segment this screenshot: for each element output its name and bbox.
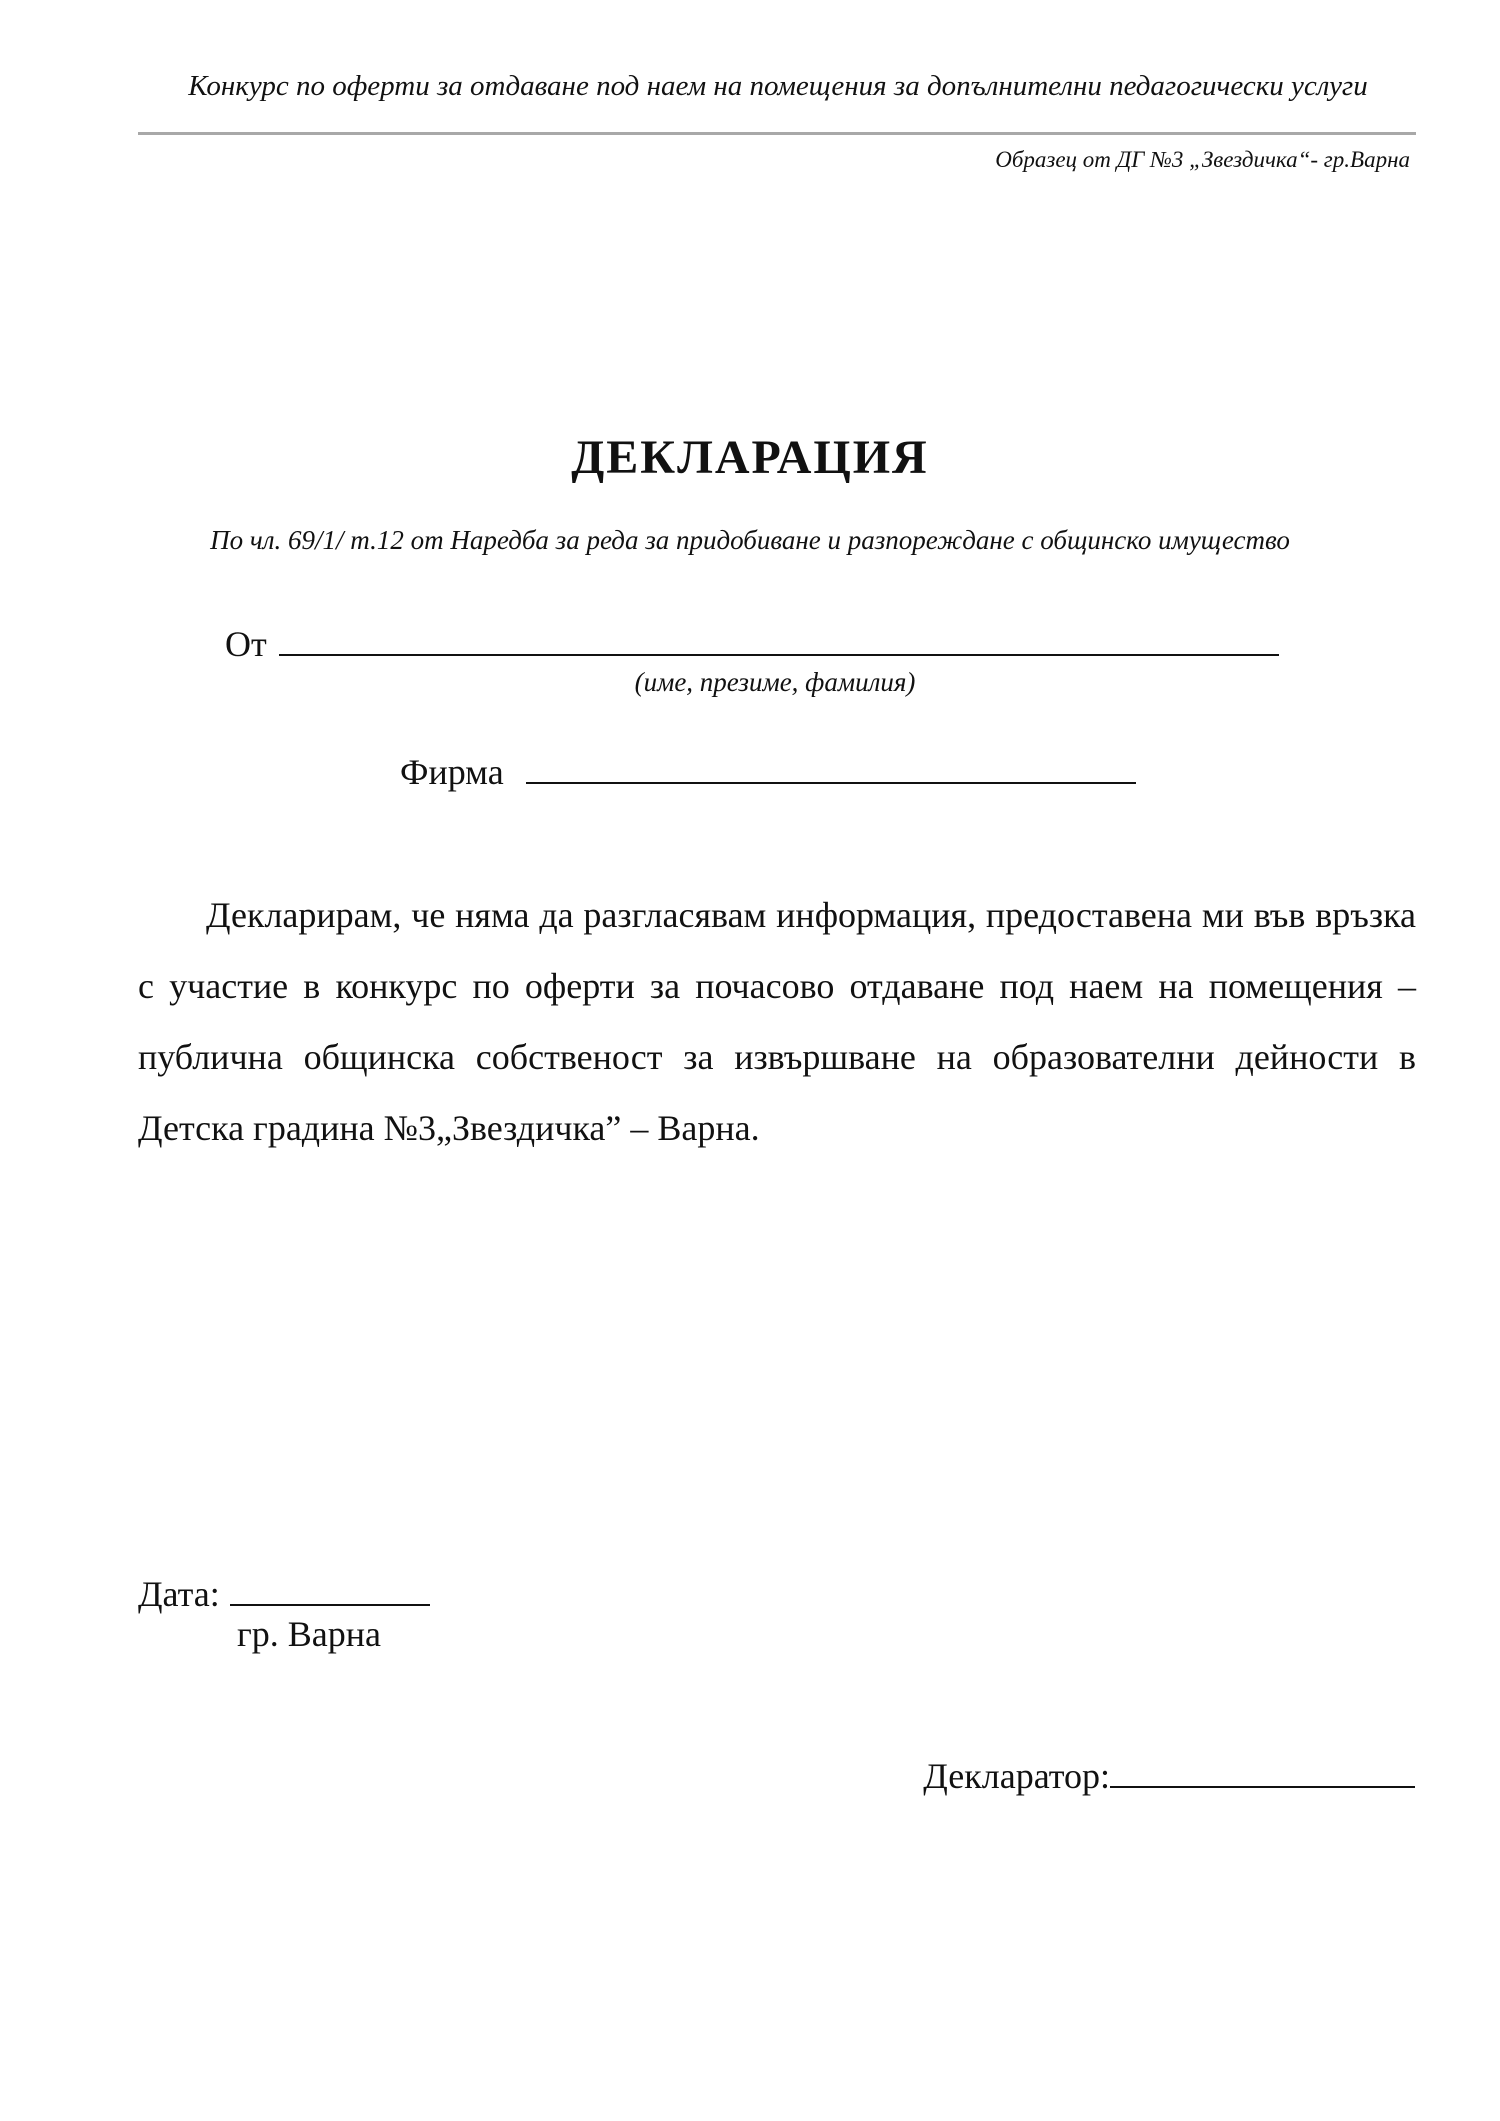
- declaration-paragraph: Декларирам, че няма да разгласявам информация, предоставена ми във връзка с участие в конкурс по оферти за почасово отдаване под наем на помещения – публична общинска собственост за извършване на образователни дейности в Детска градина №3„Звездичка” – Варна.: [138, 895, 1416, 1148]
- declarator-signature-field[interactable]: [1110, 1750, 1415, 1788]
- sample-note: Образец от ДГ №3 „Звездичка“- гр.Варна: [995, 147, 1410, 172]
- header-title: Конкурс по оферти за отдаване под наем на помещения за допълнителни педагогически услуги: [188, 70, 1368, 102]
- city-label: гр. Варна: [237, 1614, 381, 1654]
- declarator-row: [923, 1750, 1415, 1798]
- from-row: [225, 618, 1279, 666]
- declarator-label: Декларатор:: [923, 1756, 1110, 1796]
- from-label: От: [225, 624, 267, 664]
- from-name-field[interactable]: [279, 618, 1279, 656]
- document-title: ДЕКЛАРАЦИЯ: [571, 431, 929, 484]
- date-label: Дата:: [138, 1574, 220, 1614]
- firm-field[interactable]: [526, 746, 1136, 784]
- date-field[interactable]: [230, 1568, 430, 1606]
- from-hint: (име, презиме, фамилия): [634, 667, 916, 697]
- firm-label: Фирма: [400, 752, 504, 792]
- header-divider: [138, 132, 1416, 135]
- firm-row: [400, 746, 1136, 794]
- date-row: [138, 1568, 430, 1616]
- document-subtitle: По чл. 69/1/ т.12 от Наредба за реда за придобиване и разпореждане с общинско имущество: [210, 525, 1290, 555]
